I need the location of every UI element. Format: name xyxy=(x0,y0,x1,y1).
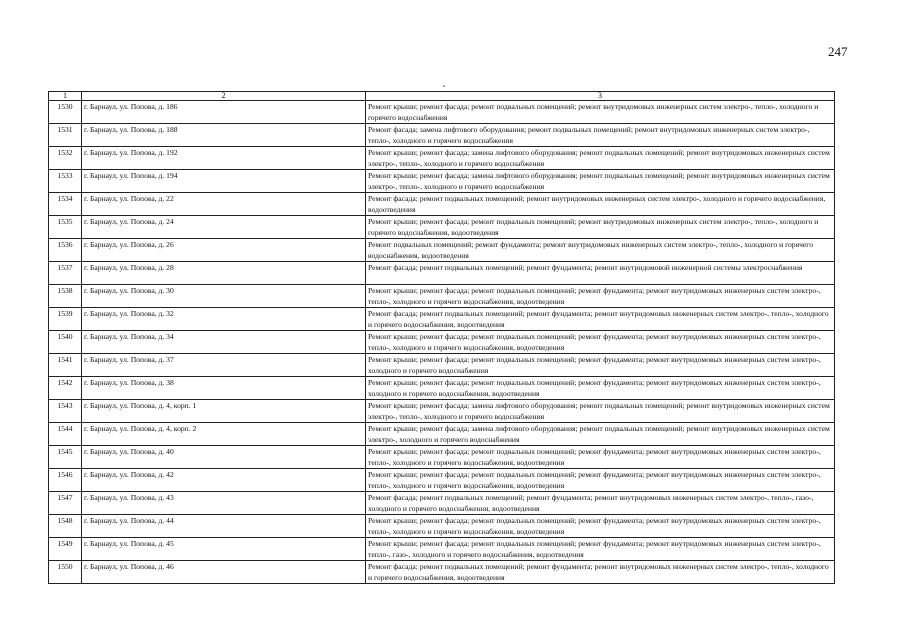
table-row xyxy=(49,446,835,469)
repair-works-cell: Ремонт фасада; ремонт подвальных помещений; ремонт внутридомовых инженерных систем электро-, холодного и горячего водоснабжения, водоотведения xyxy=(366,193,835,216)
address-cell: г. Барнаул, ул. Попова, д. 44 xyxy=(82,515,366,538)
address-cell: г. Барнаул, ул. Попова, д. 192 xyxy=(82,147,366,170)
row-number-cell: 1544 xyxy=(49,423,82,446)
address-cell: г. Барнаул, ул. Попова, д. 24 xyxy=(82,216,366,239)
repair-works-cell: Ремонт крыши; ремонт фасада; замена лифтового оборудования; ремонт подвальных помещений; ремонт внутридомовых инженерных систем электро-, холодного и горячего водоснабжения xyxy=(366,423,835,446)
repair-works-cell: Ремонт фасада; ремонт подвальных помещений; ремонт фундамента; ремонт внутридомовой инженерной системы электроснабжения xyxy=(366,262,835,285)
repair-works-cell: Ремонт крыши; ремонт фасада; ремонт подвальных помещений; ремонт фундамента; ремонт внутридомовых инженерных систем электро-, холодного и горячего водоснабжения xyxy=(366,354,835,377)
address-cell: г. Барнаул, ул. Попова, д. 34 xyxy=(82,331,366,354)
scan-speck xyxy=(443,85,445,87)
row-number-cell: 1533 xyxy=(49,170,82,193)
table-row xyxy=(49,331,835,354)
table-row xyxy=(49,308,835,331)
table-row xyxy=(49,538,835,561)
row-number-cell: 1543 xyxy=(49,400,82,423)
table-row xyxy=(49,147,835,170)
row-number-cell: 1530 xyxy=(49,101,82,124)
row-number-cell: 1531 xyxy=(49,124,82,147)
address-cell: г. Барнаул, ул. Попова, д. 188 xyxy=(82,124,366,147)
address-cell: г. Барнаул, ул. Попова, д. 32 xyxy=(82,308,366,331)
table-row xyxy=(49,170,835,193)
address-cell: г. Барнаул, ул. Попова, д. 46 xyxy=(82,561,366,584)
address-cell: г. Барнаул, ул. Попова, д. 4, корп. 1 xyxy=(82,400,366,423)
row-number-cell: 1549 xyxy=(49,538,82,561)
address-cell: г. Барнаул, ул. Попова, д. 38 xyxy=(82,377,366,400)
address-cell: г. Барнаул, ул. Попова, д. 45 xyxy=(82,538,366,561)
table-row xyxy=(49,561,835,584)
repair-works-cell: Ремонт крыши; ремонт фасада; ремонт подвальных помещений; ремонт фундамента; ремонт внутридомовых инженерных систем электро-, холодного и горячего водоснабжения, водоотведения xyxy=(366,377,835,400)
row-number-cell: 1547 xyxy=(49,492,82,515)
table-row xyxy=(49,262,835,285)
repair-works-cell: Ремонт крыши; ремонт фасада; замена лифтового оборудования; ремонт подвальных помещений; ремонт внутридомовых инженерных систем электро-, тепло-, холодного и горячего водоснабжения xyxy=(366,170,835,193)
table-row xyxy=(49,469,835,492)
table-row xyxy=(49,492,835,515)
address-cell: г. Барнаул, ул. Попова, д. 43 xyxy=(82,492,366,515)
row-number-cell: 1540 xyxy=(49,331,82,354)
table-row xyxy=(49,377,835,400)
table-row xyxy=(49,101,835,124)
housing-repair-table xyxy=(48,91,835,584)
repair-works-cell: Ремонт фасада; замена лифтового оборудования; ремонт подвальных помещений; ремонт внутридомовых инженерных систем электро-, тепло-, холодного и горячего водоснабжения xyxy=(366,124,835,147)
address-cell: г. Барнаул, ул. Попова, д. 186 xyxy=(82,101,366,124)
address-cell: г. Барнаул, ул. Попова, д. 4, корп. 2 xyxy=(82,423,366,446)
repair-works-cell: Ремонт крыши; ремонт фасада; ремонт подвальных помещений; ремонт внутридомовых инженерных систем электро-, тепло-, холодного и горячего водоснабжения, водоотведения xyxy=(366,216,835,239)
row-number-cell: 1532 xyxy=(49,147,82,170)
row-number-cell: 1539 xyxy=(49,308,82,331)
row-number-cell: 1545 xyxy=(49,446,82,469)
repair-works-cell: Ремонт крыши; ремонт фасада; ремонт подвальных помещений; ремонт внутридомовых инженерных систем электро-, тепло-, холодного и горячего водоснабжения xyxy=(366,101,835,124)
column-header-2: 2 xyxy=(82,92,366,101)
table-row xyxy=(49,400,835,423)
row-number-cell: 1537 xyxy=(49,262,82,285)
column-header-1: 1 xyxy=(49,92,82,101)
row-number-cell: 1548 xyxy=(49,515,82,538)
table-row xyxy=(49,515,835,538)
row-number-cell: 1536 xyxy=(49,239,82,262)
row-number-cell: 1538 xyxy=(49,285,82,308)
table-row xyxy=(49,216,835,239)
repair-works-cell: Ремонт крыши; ремонт фасада; ремонт подвальных помещений; ремонт фундамента; ремонт внутридомовых инженерных систем электро-, тепло-, холодного и горячего водоснабжения, водоотведения xyxy=(366,515,835,538)
table-row xyxy=(49,239,835,262)
address-cell: г. Барнаул, ул. Попова, д. 40 xyxy=(82,446,366,469)
table-row xyxy=(49,354,835,377)
row-number-cell: 1550 xyxy=(49,561,82,584)
column-number-row xyxy=(49,92,835,101)
repair-works-cell: Ремонт фасада; ремонт подвальных помещений; ремонт фундамента; ремонт внутридомовых инженерных систем электро-, тепло-, холодного и горячего водоснабжения, водоотведения xyxy=(366,308,835,331)
row-number-cell: 1546 xyxy=(49,469,82,492)
repair-works-cell: Ремонт подвальных помещений; ремонт фундамента; ремонт внутридомовых инженерных систем электро-, тепло-, холодного и горячего водоснабжения, водоотведения xyxy=(366,239,835,262)
repair-works-cell: Ремонт крыши; ремонт фасада; замена лифтового оборудования; ремонт подвальных помещений; ремонт внутридомовых инженерных систем электро-, тепло-, холодного и горячего водоснабжения xyxy=(366,147,835,170)
repair-works-cell: Ремонт фасада; ремонт подвальных помещений; ремонт фундамента; ремонт внутридомовых инженерных систем электро-, тепло-, холодного и горячего водоснабжения, водоотведения xyxy=(366,561,835,584)
page-number: 247 xyxy=(828,44,848,59)
address-cell: г. Барнаул, ул. Попова, д. 26 xyxy=(82,239,366,262)
table-row xyxy=(49,124,835,147)
address-cell: г. Барнаул, ул. Попова, д. 42 xyxy=(82,469,366,492)
address-cell: г. Барнаул, ул. Попова, д. 30 xyxy=(82,285,366,308)
row-number-cell: 1542 xyxy=(49,377,82,400)
repair-works-cell: Ремонт крыши; ремонт фасада; ремонт подвальных помещений; ремонт фундамента; ремонт внутридомовых инженерных систем электро-, тепло-, газо-, холодного и горячего водоснабжения, водоотведения xyxy=(366,538,835,561)
row-number-cell: 1541 xyxy=(49,354,82,377)
address-cell: г. Барнаул, ул. Попова, д. 194 xyxy=(82,170,366,193)
repair-works-cell: Ремонт крыши; ремонт фасада; замена лифтового оборудования; ремонт подвальных помещений; ремонт внутридомовых инженерных систем электро-, тепло-, холодного и горячего водоснабжения xyxy=(366,400,835,423)
repair-works-cell: Ремонт крыши; ремонт фасада; ремонт подвальных помещений; ремонт фундамента; ремонт внутридомовых инженерных систем электро-, тепло-, холодного и горячего водоснабжения, водоотведения xyxy=(366,331,835,354)
table-row xyxy=(49,285,835,308)
row-number-cell: 1534 xyxy=(49,193,82,216)
repair-works-cell: Ремонт крыши; ремонт фасада; ремонт подвальных помещений; ремонт фундамента; ремонт внутридомовых инженерных систем электро-, тепло-, холодного и горячего водоснабжения, водоотведения xyxy=(366,469,835,492)
address-cell: г. Барнаул, ул. Попова, д. 22 xyxy=(82,193,366,216)
repair-works-cell: Ремонт фасада; ремонт подвальных помещений; ремонт фундамента; ремонт внутридомовых инженерных систем электро-, тепло-, газо-, холодного и горячего водоснабжения, водоотведения xyxy=(366,492,835,515)
column-header-3: 3 xyxy=(366,92,835,101)
table-row xyxy=(49,423,835,446)
address-cell: г. Барнаул, ул. Попова, д. 28 xyxy=(82,262,366,285)
row-number-cell: 1535 xyxy=(49,216,82,239)
repair-works-cell: Ремонт крыши; ремонт фасада; ремонт подвальных помещений; ремонт фундамента; ремонт внутридомовых инженерных систем электро-, тепло-, холодного и горячего водоснабжения, водоотведения xyxy=(366,446,835,469)
repair-works-cell: Ремонт крыши; ремонт фасада; ремонт подвальных помещений; ремонт фундамента; ремонт внутридомовых инженерных систем электро-, тепло-, холодного и горячего водоснабжения, водоотведения xyxy=(366,285,835,308)
table-row xyxy=(49,193,835,216)
address-cell: г. Барнаул, ул. Попова, д. 37 xyxy=(82,354,366,377)
